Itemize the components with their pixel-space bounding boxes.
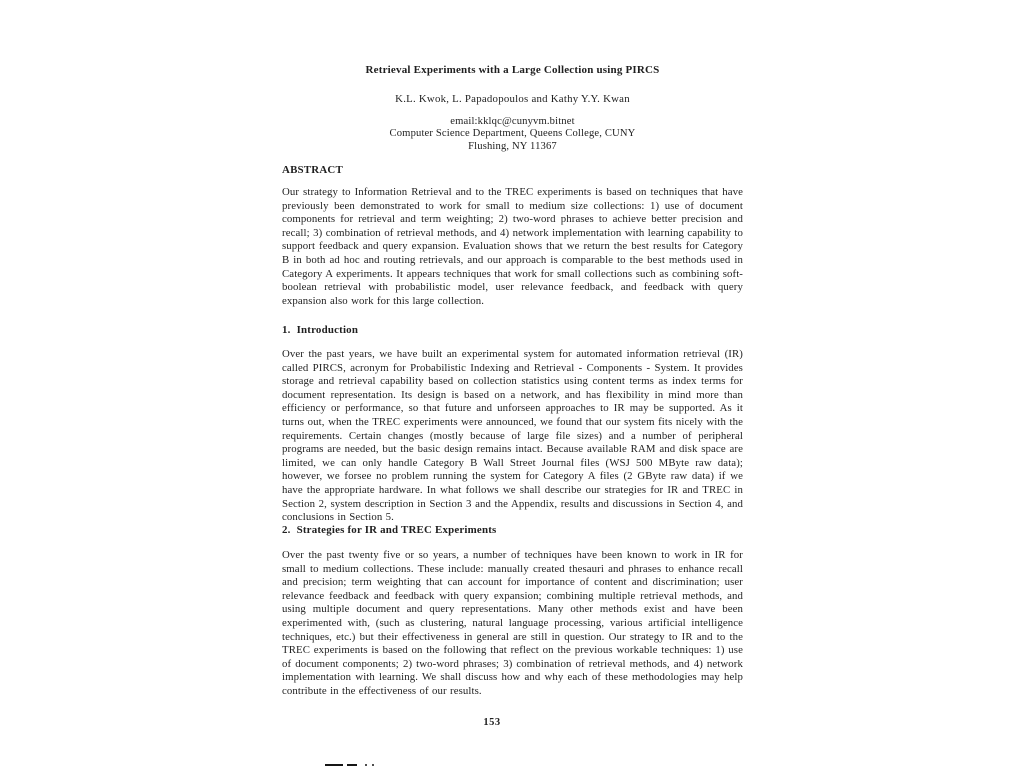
paper-authors: K.L. Kwok, L. Papadopoulos and Kathy Y.Y. Kwan [395,93,630,105]
introduction-paragraph: Over the past years, we have built an experimental system for automated information retrieval (IR) called PIRCS, acronym for Probabilistic Indexing and Retrieval - Components - System. It provides storage and retrieval capability based on collection statistics using content terms as index terms for document representation. Its design is based on a network, and has flexibility in mind more than efficiency or performance, so that future and unforseen approaches to IR may be supported. As it turns out, when the TREC experiments were announced, we found that our system fits nicely with the requirements. Certain changes (mostly because of large file sizes) and a number of peripheral programs are needed, but the basic design remains intact. Because available RAM and disk space are limited, we can only handle Category B Wall Street Journal files (WSJ 500 MByte raw data); however, we forsee no problem running the system for Category A files (2 GByte raw data) if we have the appropriate hardware. In what follows we shall describe our strategies for IR and TREC in Section 2, system description in Section 3 and the Appendix, results and discussions in Section 4, and conclusions in Section 5. [282,348,743,524]
page-number: 153 [483,717,501,728]
strategies-paragraph: Over the past twenty five or so years, a number of techniques have been known to work in IR for small to medium collections. These include: manually created thesauri and phrases to enhance recall and precision; term weighting that can account for importance of content and discrimination; user relevance feedback and feedback with query expansion; combining multiple retrieval methods, and using multiple document and query representations. Many other methods exist and have been experimented with, (such as clustering, natural language processing, various artificial intelligence techniques, etc.) but their effectiveness in general are still in question. Our strategy to IR and to the TREC experiments is based on the following that reflect on the previous workable techniques: 1) use of document components; 2) two-word phrases; 3) combination of retrieval methods, and 4) network implementation with learning. We shall discuss how and why each of these methodologies may help contribute in the effectiveness of our results. [282,549,743,697]
section-heading-introduction [282,324,358,336]
section-heading-strategies [282,524,496,536]
scan-artifact-marks [325,756,374,759]
abstract-paragraph: Our strategy to Information Retrieval and to the TREC experiments is based on techniques that have previously been demonstrated to work for small to medium size collections: 1) use of document components for retrieval and term weighting; 2) two-word phrases to achieve better precision and recall; 3) combination of retrieval methods, and 4) network implementation with learning capability to support feedback and query expansion. Evaluation shows that we return the best results for Category B in both ad hoc and routing retrievals, and our approach is comparable to the best methods used in Category A experiments. It appears techniques that work for small collections such as combining soft-boolean retrieval with probabilistic model, user relevance feedback, and feedback with query expansion also work for this large collection. [282,186,743,307]
scan-artifact-dot [365,764,367,766]
section-heading-abstract [282,164,343,176]
scan-artifact-dash-long [325,764,343,766]
scan-artifact-dash-short [347,764,357,766]
scan-artifact-dot [372,764,374,766]
strategies-heading-number: 2. [282,524,291,536]
introduction-heading-number: 1. [282,324,291,336]
author-contact-block [282,116,743,153]
paper-title: Retrieval Experiments with a Large Collection using PIRCS [365,64,660,76]
strategies-heading-label: Strategies for IR and TREC Experiments [296,524,497,536]
abstract-heading-label: ABSTRACT [282,164,343,176]
paper-header [282,63,743,153]
author-department: Computer Science Department, Queens College, CUNY [389,128,636,140]
author-email: email:kklqc@cunyvm.bitnet [450,116,575,127]
introduction-heading-label: Introduction [296,324,359,336]
author-city: Flushing, NY 11367 [468,140,557,152]
